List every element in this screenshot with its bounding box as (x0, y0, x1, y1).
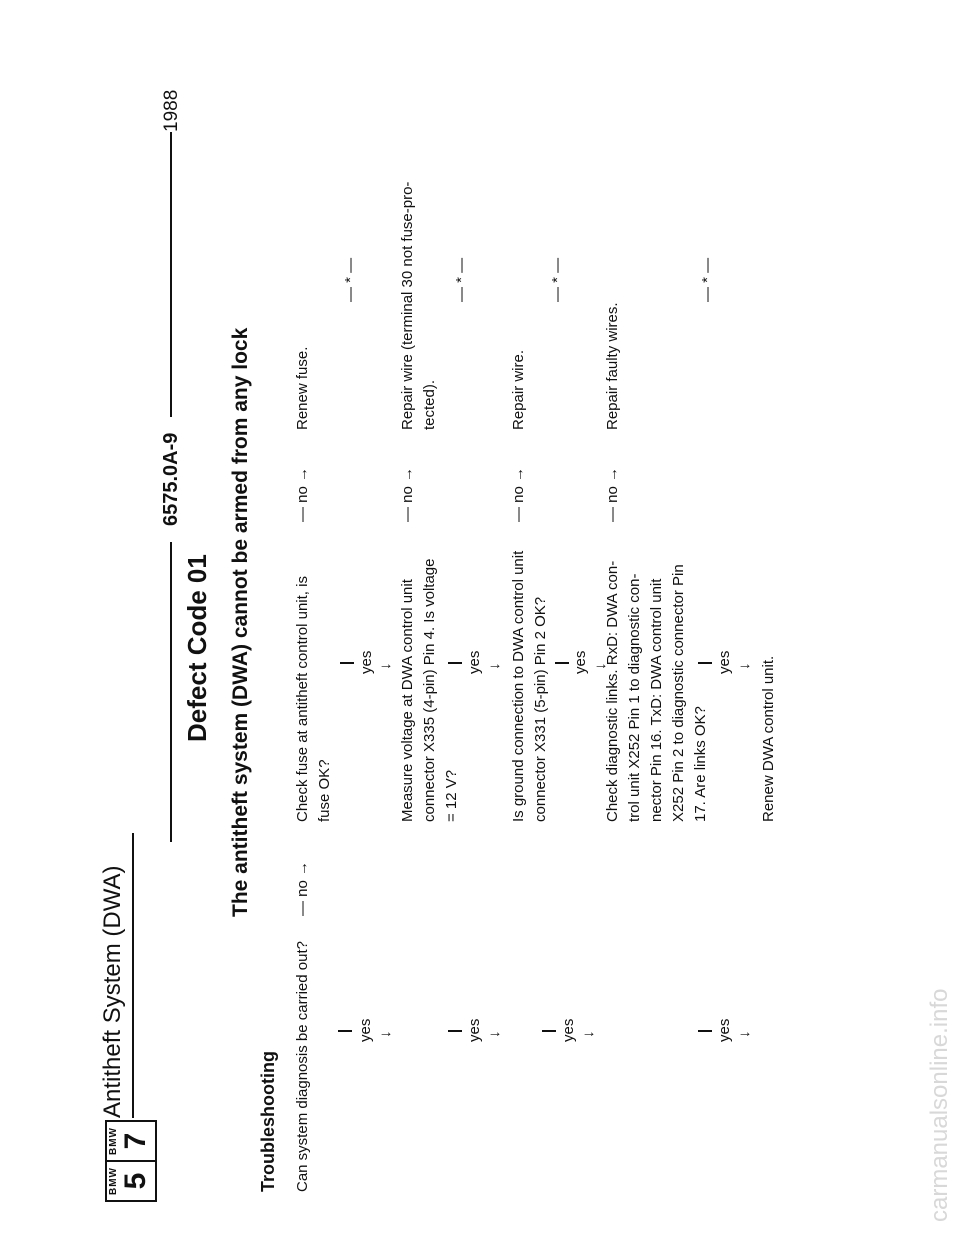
yes-label: yes (572, 650, 589, 674)
page-title: Defect Code 01 (182, 554, 212, 742)
end-marker: — * — (342, 257, 359, 302)
question-voltage-line-2: connector X335 (4-pin) Pin 4. Is voltage (421, 558, 438, 822)
badge-brand: BMW (108, 1127, 119, 1155)
badge-number: 7 (119, 1132, 152, 1150)
question-fuse-line-1: Check fuse at antitheft control unit, is (294, 576, 311, 822)
flow-line (338, 1030, 352, 1032)
question-ground-line-1: Is ground connection to DWA control unit (510, 550, 527, 822)
action-renew-fuse: Renew fuse. (294, 346, 311, 430)
question-voltage-line-3: = 12 V? (443, 769, 460, 822)
end-marker: — * — (549, 257, 566, 302)
action-repair-wire-t30-line-2: tected). (421, 379, 438, 430)
down-arrow-icon: ↓ (592, 662, 609, 670)
down-arrow-icon: ↓ (580, 1030, 597, 1038)
question-diag-links-line-1: Check diagnostic links. RxD: DWA con- (604, 560, 621, 822)
no-arrow-ground: — no → (510, 466, 527, 522)
section-heading: Troubleshooting (258, 1051, 278, 1192)
down-arrow-icon: ↓ (736, 1030, 753, 1038)
doc-number: 6575.0A-9 (158, 417, 184, 542)
no-arrow-diagnosis: — no → (294, 860, 311, 916)
flow-line (448, 1030, 462, 1032)
down-arrow-icon: ↓ (486, 1030, 503, 1038)
question-diagnosis: Can system diagnosis be carried out? (294, 941, 311, 1192)
header-rule (132, 833, 134, 1118)
yes-label: yes (357, 1018, 374, 1042)
question-diag-links-line-4: X252 Pin 2 to diagnostic connector Pin (670, 564, 687, 822)
badge-number: 5 (119, 1172, 152, 1190)
down-arrow-icon: ↓ (486, 662, 503, 670)
yes-label: yes (466, 1018, 483, 1042)
watermark: carmanualsonline.info (926, 988, 953, 1222)
flow-line (542, 1030, 556, 1032)
bmw-5-badge (105, 1160, 157, 1202)
flow-line (448, 662, 462, 664)
badge-brand: BMW (108, 1167, 119, 1195)
doc-year: 1988 (161, 89, 182, 132)
section-title: Antitheft System (DWA) (99, 865, 126, 1118)
down-arrow-icon: ↓ (377, 1030, 394, 1038)
question-voltage-line-1: Measure voltage at DWA control unit (399, 579, 416, 822)
question-ground-line-2: connector X331 (5-pin) Pin 2 OK? (532, 596, 549, 822)
yes-label: yes (716, 1018, 733, 1042)
page-subtitle: The antitheft system (DWA) cannot be armed from any lock (229, 327, 252, 917)
action-repair-wire-t30-line-1: Repair wire (terminal 30 not fuse-pro- (399, 181, 416, 430)
flow-line (698, 662, 712, 664)
flow-line (340, 662, 354, 664)
down-arrow-icon: ↓ (377, 662, 394, 670)
no-arrow-voltage: — no → (399, 466, 416, 522)
flow-line (555, 662, 569, 664)
question-diag-links-line-3: nector Pin 16. TxD: DWA control unit (648, 578, 665, 822)
question-fuse-line-2: fuse OK? (316, 759, 333, 822)
bmw-7-badge (105, 1120, 157, 1162)
question-diag-links-line-2: trol unit X252 Pin 1 to diagnostic con- (626, 573, 643, 822)
end-marker: — * — (453, 257, 470, 302)
action-repair-faulty-wires: Repair faulty wires. (604, 302, 621, 430)
no-arrow-fuse: — no → (294, 466, 311, 522)
yes-label: yes (358, 650, 375, 674)
yes-label: yes (466, 650, 483, 674)
final-action: Renew DWA control unit. (760, 655, 777, 822)
down-arrow-icon: ↓ (736, 662, 753, 670)
yes-label: yes (716, 650, 733, 674)
question-diag-links-line-5: 17. Are links OK? (692, 706, 709, 822)
flow-line (698, 1030, 712, 1032)
action-repair-wire: Repair wire. (510, 349, 527, 430)
end-marker: — * — (699, 257, 716, 302)
no-arrow-diag-links: — no → (604, 466, 621, 522)
yes-label: yes (560, 1018, 577, 1042)
